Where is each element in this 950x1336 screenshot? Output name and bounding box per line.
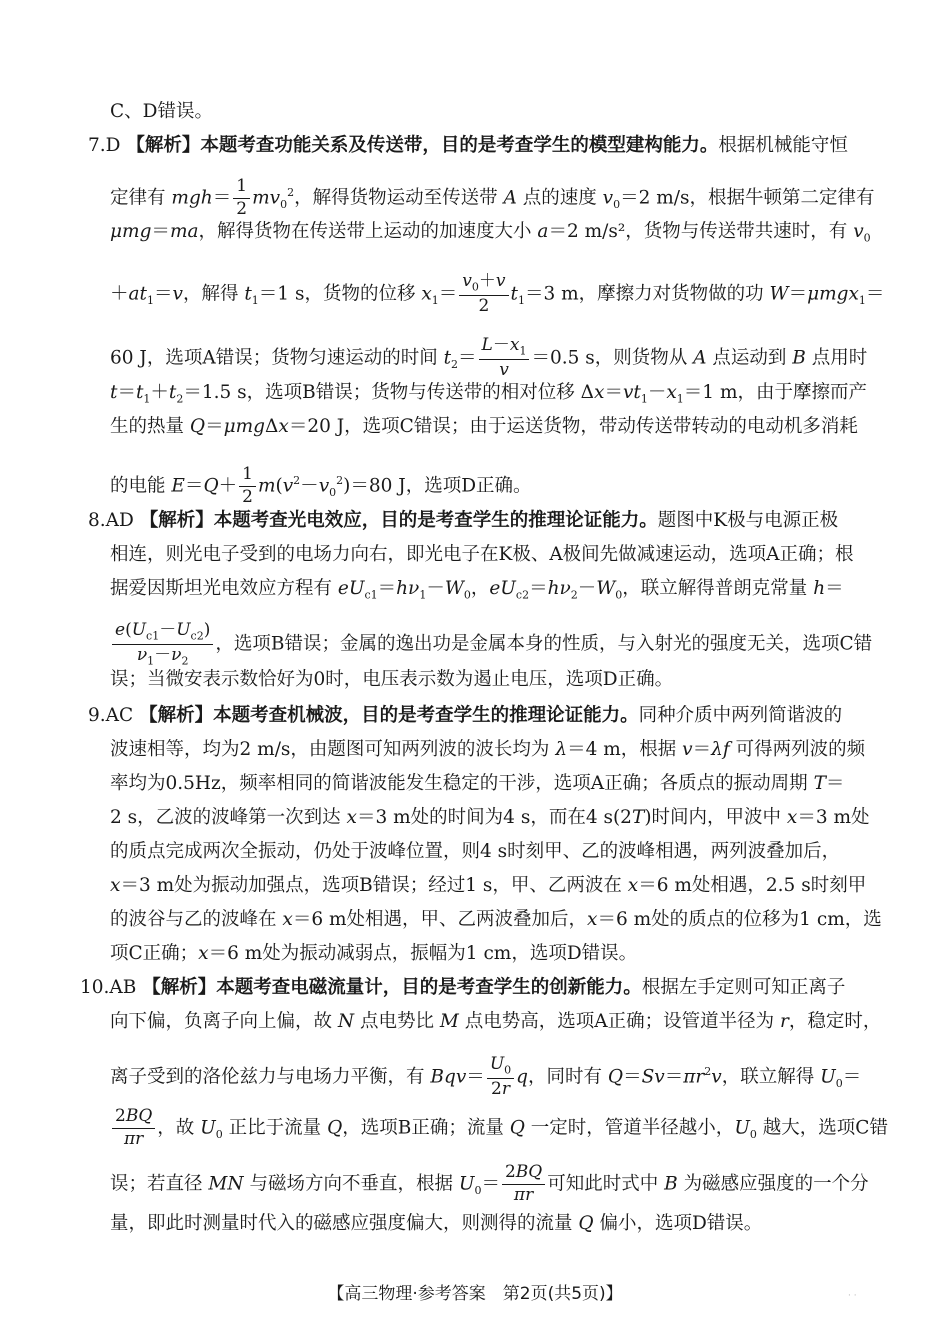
q7-line-1: 7.D 【解析】本题考查功能关系及传送带，目的是考查学生的模型建构能力。根据机械能守恒: [88, 135, 848, 156]
fraction: $\frac{U_0}{2r}$: [487, 1056, 514, 1099]
fraction: $\frac{1}{2}$: [239, 466, 256, 507]
fraction: $\frac{2BQ}{\pi r}$: [502, 1164, 545, 1205]
q7-line-5: 60 J，选项A错误；货物匀速运动的时间 $t_2=$ $\frac{L-x_1}{v}$ ＝0.5 s，则货物从 A 点运动到 B 点用时: [110, 335, 868, 380]
q9-line-4: 2 s，乙波的波峰第一次到达 x＝3 m处的时间为4 s，而在4 s(2T)时间内，甲波中 x＝3 m处: [110, 807, 870, 828]
q10-line-1: 10.AB 【解析】本题考查电磁流量计，目的是考查学生的创新能力。根据左手定则可知正离子: [80, 977, 846, 998]
q9-line-6: x＝3 m处为振动加强点，选项B错误；经过1 s，甲、乙两波在 x＝6 m处相遇，2.5 s时刻甲: [110, 875, 867, 896]
q9-line-5: 的质点完成两次全振动，仍处于波峰位置，则4 s时刻甲、乙的波峰相遇，两列波叠加后，: [110, 841, 841, 862]
q9-line-3: 率均为0.5Hz，频率相同的简谐波能发生稳定的干涉，选项A正确；各质点的振动周期 T＝: [110, 773, 845, 794]
q8-line-4: $\frac{e(U_{c1}-U_{c2})}{\nu_1-\nu_2}$ ，选项B错误；金属的逸出功是金属本身的性质，与入射光的强度无关，选项C错: [110, 622, 872, 667]
q7-line-4: $+at_1=v$，解得 $t_1=1$ s，货物的位移 $x_1=$ $\frac{v_0+v}{2}$ $t_1=3$ m，摩擦力对货物做的功 W＝μmgx$_1$＝: [110, 271, 885, 316]
scan-mark: · ·: [848, 1291, 857, 1301]
q9-line-2: 波速相等，均为2 m/s，由题图可知两列波的波长均为 λ＝4 m，根据 v＝λf 可得两列波的频: [110, 739, 866, 760]
fraction: $\frac{L-x_1}{v}$: [479, 337, 530, 380]
q8-line-2: 相连，则光电子受到的电场力向右，即光电子在K极、A极间先做减速运动，选项A正确；根: [110, 544, 854, 565]
q8-line-1: 8.AD 【解析】本题考查光电效应，目的是考查学生的推理论证能力。题图中K极与电源正极: [88, 510, 839, 531]
fraction: $\frac{1}{2}$: [233, 178, 250, 219]
fraction: $\frac{e(U_{c1}-U_{c2})}{\nu_1-\nu_2}$: [112, 622, 213, 667]
q9-line-7: 的波谷与乙的波峰在 x＝6 m处相遇，甲、乙两波叠加后，x＝6 m处的质点的位移为1 cm，选: [110, 909, 882, 930]
page-footer: 【高三物理·参考答案 第2页(共5页)】: [327, 1284, 623, 1304]
q7-line-8: 的电能 E＝Q＋ $\frac{1}{2}$ $m(v^2-v_0^2)=80$ J，选项D正确。: [110, 464, 532, 507]
fraction: $\frac{v_0+v}{2}$: [459, 273, 508, 316]
q9-line-1: 9.AC 【解析】本题考查机械波，目的是考查学生的推理论证能力。同种介质中两列简谐波的: [88, 705, 843, 726]
q10-line-3: 离子受到的洛伦兹力与电场力平衡，有 Bqv＝ $\frac{U_0}{2r}$ q，同时有 $Q=Sv=\pi r^2v$，联立解得 $U_0=$: [110, 1054, 862, 1099]
q7-line-2: 定律有 mgh＝ $\frac{1}{2}$ $mv_0^2$，解得货物运动至传送带 A 点的速度 $v_0=2$ m/s，根据牛顿第二定律有: [110, 176, 875, 219]
q9-line-8: 项C正确；x＝6 m处为振动减弱点，振幅为1 cm，选项D错误。: [110, 943, 638, 964]
q7-line-6: $t=t_1+t_2=1.5$ s，选项B错误；货物与传送带的相对位移 $\Delta x=vt_1-x_1=1$ m，由于摩擦而产: [110, 382, 867, 406]
q8-line-5: 误；当微安表示数恰好为0时，电压表示数为遏止电压，选项D正确。: [110, 669, 674, 690]
q10-line-2: 向下偏，负离子向上偏，故 N 点电势比 M 点电势高，选项A正确；设管道半径为 r，稳定时，: [110, 1011, 882, 1032]
q10-line-6: 量，即此时测量时代入的磁感应强度偏大，则测得的流量 Q 偏小，选项D错误。: [110, 1213, 763, 1234]
fraction: $\frac{2BQ}{\pi r}$: [112, 1108, 155, 1149]
intro-line: C、D错误。: [110, 101, 213, 122]
q7-line-3: μmg＝ma，解得货物在传送带上运动的加速度大小 a＝2 m/s²，货物与传送带共速时，有 $v_0$: [110, 221, 871, 245]
q10-line-4: $\frac{2BQ}{\pi r}$ ，故 $U_0$ 正比于流量 Q，选项B正确；流量 Q 一定时，管道半径越小，$U_0$ 越大，选项C错: [110, 1108, 888, 1149]
q10-line-5: 误；若直径 MN 与磁场方向不垂直，根据 $U_0=$ $\frac{2BQ}{\pi r}$ 可知此时式中 B 为磁感应强度的一个分: [110, 1162, 869, 1205]
q8-line-3: 据爱因斯坦光电效应方程有 $eU_{c1}=h\nu_1-W_0$，$eU_{c2}=h\nu_2-W_0$，联立解得普朗克常量 h＝: [110, 578, 844, 602]
q7-line-7: 生的热量 Q＝μmgΔx＝20 J，选项C错误；由于运送货物，带动传送带转动的电动机多消耗: [110, 416, 858, 437]
